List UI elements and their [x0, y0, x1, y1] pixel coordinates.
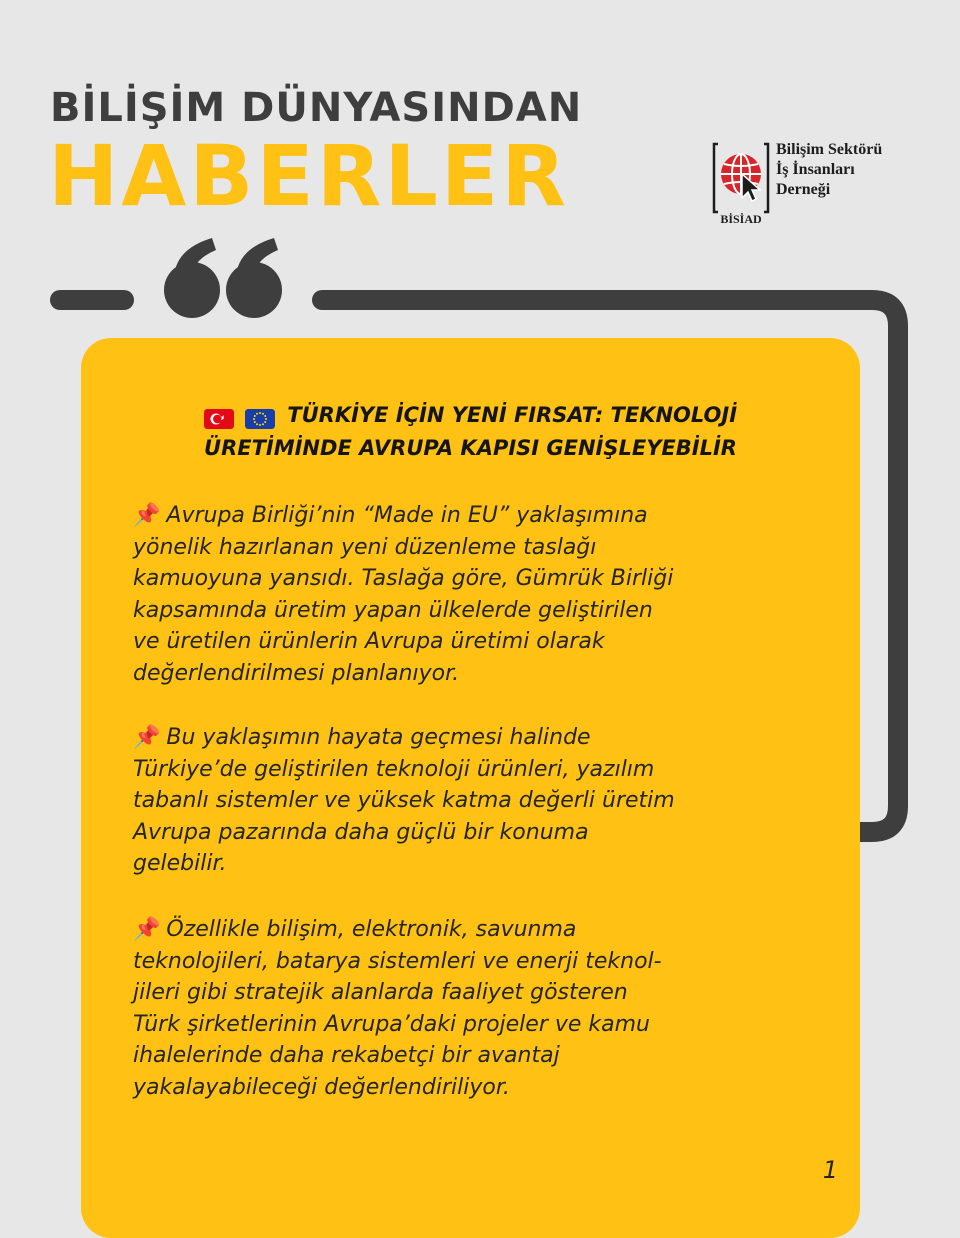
paragraph-2-line-3: tabanlı sistemler ve yüksek katma değerli üretim: [133, 788, 675, 813]
paragraph-3-line-5: ihalelerinde daha rekabetçi bir avantaj: [133, 1043, 560, 1068]
paragraph-3-line-4: Türk şirketlerinin Avrupa’daki projeler ve kamu: [133, 1011, 650, 1037]
pushpin-icon: 📌: [133, 725, 161, 750]
paragraph-2-line-4: Avrupa pazarında daha güçlü bir konuma: [133, 819, 589, 845]
paragraph-2: [133, 722, 833, 880]
paragraph-2-line-1: Bu yaklaşımın hayata geçmesi halinde: [166, 725, 591, 750]
eu-flag-icon: [245, 409, 275, 429]
paragraph-3-line-6: yakalayabileceği değerlendiriliyor.: [133, 1074, 510, 1100]
paragraph-2-line-5: gelebilir.: [133, 851, 227, 876]
paragraph-2-line-2: Türkiye’de geliştirilen teknoloji ürünleri, yazılım: [133, 756, 655, 782]
logo-line-2: İş İnsanları: [776, 161, 855, 178]
paragraph-1-line-6: değerlendirilmesi planlanıyor.: [133, 660, 460, 686]
paragraph-3: [133, 914, 833, 1103]
paragraph-1-line-5: ve üretilen ürünlerin Avrupa üretimi olarak: [133, 629, 605, 654]
logo-line-3: Derneği: [776, 181, 831, 198]
paragraph-1-line-3: kamuoyuna yansıdı. Taslağa göre, Gümrük Birliği: [133, 566, 674, 591]
paragraph-1-line-4: kapsamında üretim yapan ülkelerde geliştirilen: [133, 597, 653, 623]
headline-line-2: ÜRETİMİNDE AVRUPA KAPISI GENİŞLEYEBİLİR: [204, 436, 737, 460]
pushpin-icon: 📌: [133, 503, 161, 528]
paragraph-3-line-2: teknolojileri, batarya sistemleri ve enerji teknol-: [133, 948, 662, 974]
paragraph-1-line-1: Avrupa Birliği’nin “Made in EU” yaklaşımına: [166, 503, 648, 528]
paragraph-3-line-1: Özellikle bilişim, elektronik, savunma: [166, 917, 577, 942]
paragraph-3-line-3: jileri gibi stratejik alanlarda faaliyet gösteren: [133, 980, 628, 1005]
headline-line-1: TÜRKİYE İÇİN YENİ FIRSAT: TEKNOLOJİ: [287, 403, 738, 427]
header-title: HABERLER: [48, 127, 569, 225]
header-subtitle: BİLİŞİM DÜNYASINDAN: [50, 85, 583, 131]
pushpin-icon: 📌: [133, 917, 161, 942]
turkey-flag-icon: [204, 409, 234, 429]
logo-line-1: Bilişim Sektörü: [776, 141, 883, 158]
news-card: [81, 338, 860, 1238]
news-headline: [81, 400, 860, 463]
flags: [204, 403, 279, 433]
paragraph-1: [133, 500, 833, 689]
paragraph-1-line-2: yönelik hazırlanan yeni düzenleme taslağı: [133, 534, 597, 560]
page-number: 1: [822, 1156, 838, 1184]
logo-abbr: BİSİAD: [720, 212, 762, 226]
quote-marks-icon: [164, 238, 282, 318]
